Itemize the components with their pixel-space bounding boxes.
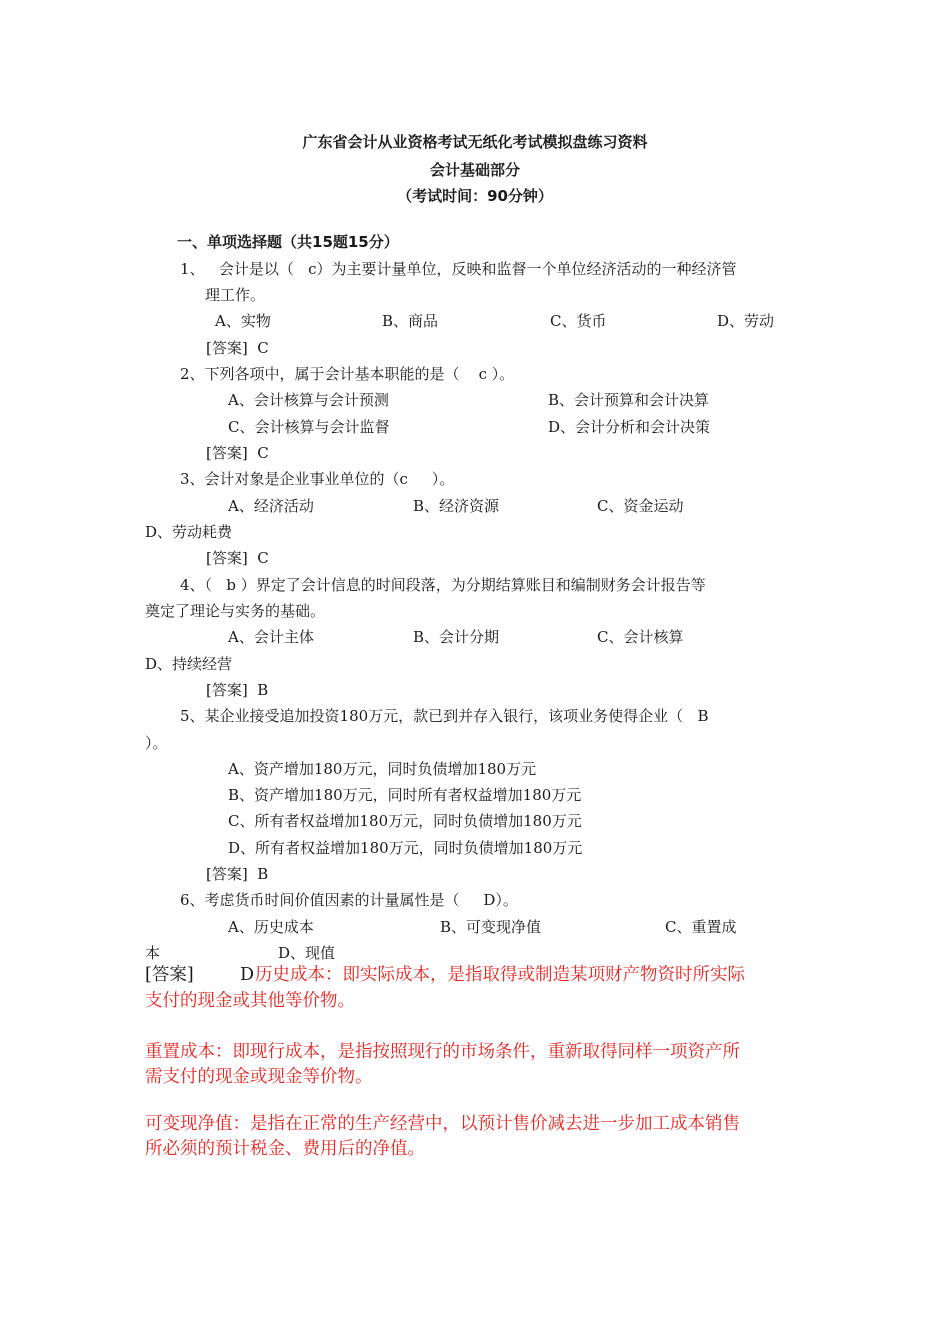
q3-option-b: B、经济资源	[413, 497, 500, 515]
q3-option-d: D、劳动耗费	[145, 523, 233, 541]
explanation-replacement-cost-line1: 重置成本：即现行成本，是指按照现行的市场条件，重新取得同样一项资产所	[145, 1042, 740, 1062]
explanation-historical-cost-line1: 历史成本：即实际成本，是指取得或制造某项财产物资时所实际	[255, 965, 745, 985]
q2-option-a: A、会计核算与会计预测	[228, 391, 389, 409]
q2-option-b: B、会计预算和会计决算	[548, 391, 710, 409]
q5-stem-line2: ）。	[145, 734, 168, 752]
q3-option-a: A、经济活动	[228, 497, 314, 515]
q1-stem-line1: 1、 会计是以（ c）为主要计量单位，反映和监督一个单位经济活动的一种经济管	[180, 260, 737, 278]
q1-option-c: C、货币	[550, 312, 607, 330]
explanation-net-realizable-value-line2: 所必须的预计税金、费用后的净值。	[145, 1139, 425, 1159]
q4-stem-line1: 4、（ b ）界定了会计信息的时间段落，为分期结算账目和编制财务会计报告等	[180, 576, 706, 594]
q6-option-c: C、重置成	[665, 918, 737, 936]
exam-time: （考试时间：90分钟）	[397, 187, 553, 205]
q4-answer: [答案] B	[206, 681, 269, 699]
q4-option-a: A、会计主体	[228, 628, 314, 646]
section-title: 一、单项选择题（共15题15分）	[177, 233, 399, 251]
q1-stem-line2: 理工作。	[205, 286, 266, 304]
q5-option-d: D、所有者权益增加180万元，同时负债增加180万元	[228, 839, 583, 857]
q4-stem-line2: 奠定了理论与实务的基础。	[145, 602, 326, 620]
q5-answer: [答案] B	[206, 865, 269, 883]
q5-option-b: B、资产增加180万元，同时所有者权益增加180万元	[228, 786, 582, 804]
q6-option-d: D、现值	[278, 944, 336, 962]
q6-option-c-wrap: 本	[145, 944, 161, 962]
q1-option-b: B、商品	[382, 312, 439, 330]
q6-option-b: B、可变现净值	[440, 918, 542, 936]
q4-option-d: D、持续经营	[145, 655, 233, 673]
document-subtitle: 会计基础部分	[429, 161, 520, 179]
q5-stem-line1: 5、某企业接受追加投资180万元，款已到并存入银行，该项业务使得企业（ B	[180, 707, 709, 725]
document-title: 广东省会计从业资格考试无纸化考试模拟盘练习资料	[302, 133, 648, 151]
q3-option-c: C、资金运动	[597, 497, 684, 515]
q6-option-a: A、历史成本	[228, 918, 314, 936]
q4-option-b: B、会计分期	[413, 628, 500, 646]
q5-option-a: A、资产增加180万元，同时负债增加180万元	[228, 760, 537, 778]
explanation-historical-cost-line2: 支付的现金或其他等价物。	[145, 991, 355, 1011]
q3-stem: 3、会计对象是企业事业单位的（c ）。	[180, 470, 455, 488]
q2-answer: [答案] C	[206, 444, 269, 462]
q5-option-c: C、所有者权益增加180万元，同时负债增加180万元	[228, 812, 582, 830]
q2-stem: 2、下列各项中，属于会计基本职能的是（ c ）。	[180, 365, 515, 383]
q6-answer-label: [答案]	[145, 965, 194, 985]
q6-answer-value: D	[240, 965, 255, 985]
q2-option-d: D、会计分析和会计决策	[548, 418, 711, 436]
q1-option-a: A、实物	[215, 312, 271, 330]
q6-stem: 6、考虑货币时间价值因素的计量属性是（ D）。	[180, 891, 518, 909]
q2-option-c: C、会计核算与会计监督	[228, 418, 390, 436]
explanation-replacement-cost-line2: 需支付的现金或现金等价物。	[145, 1067, 373, 1087]
q3-answer: [答案] C	[206, 549, 269, 567]
q1-answer: [答案] C	[206, 339, 269, 357]
q4-option-c: C、会计核算	[597, 628, 684, 646]
q1-option-d: D、劳动	[717, 312, 775, 330]
explanation-net-realizable-value-line1: 可变现净值：是指在正常的生产经营中，以预计售价减去进一步加工成本销售	[145, 1114, 740, 1134]
